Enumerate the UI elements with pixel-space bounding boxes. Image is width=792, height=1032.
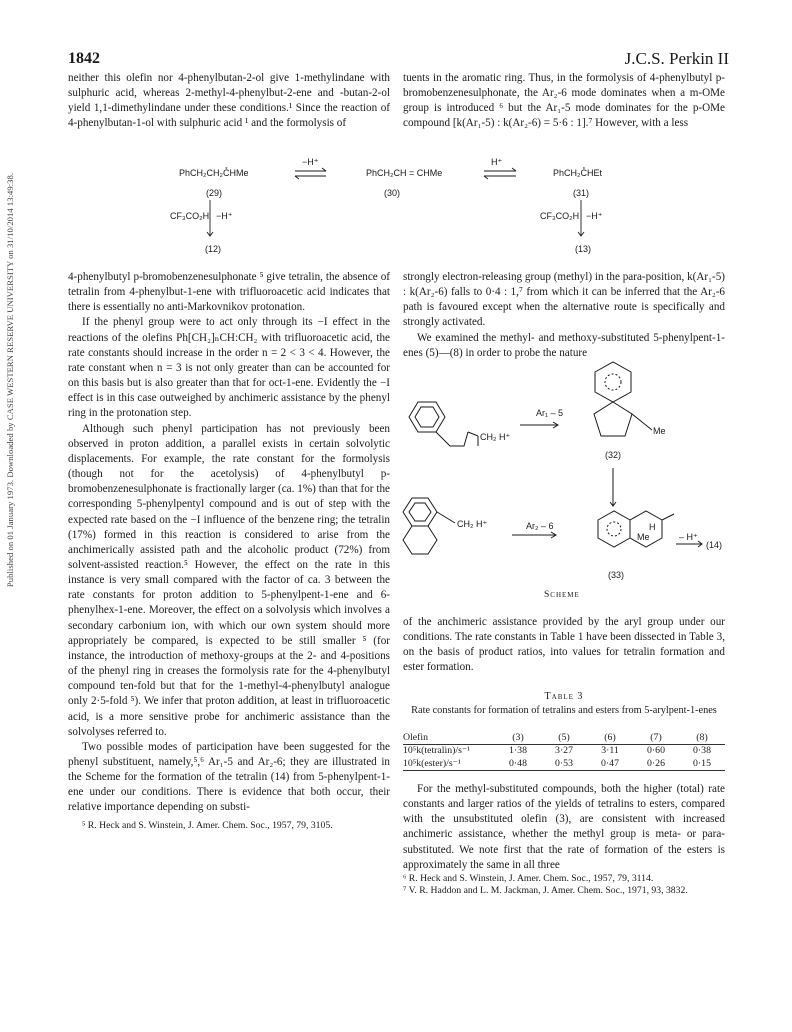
- page-number: 1842: [68, 50, 100, 67]
- label-12: (12): [205, 244, 222, 254]
- footnote-6: ⁶ R. Heck and S. Winstein, J. Amer. Chem. Soc., 1957, 79, 3114.: [403, 872, 654, 884]
- arrow-down-icon: [610, 468, 616, 506]
- label-30: (30): [384, 188, 401, 198]
- table-cell: 3·11: [601, 745, 619, 757]
- label-h-bottom: H: [649, 522, 656, 532]
- download-notice-text: Published on 01 January 1973. Downloaded by CASE WESTERN RESERVE UNIVERSITY on 31/10/2014 13:49:38.: [5, 172, 15, 588]
- paragraph: neither this olefin nor 4-phenylbutan-2-ol give 1-methylindane with sulphuric acid, whereas 2-methyl-4-phenylbut-2-ene and -butan-2-ol yield 1,1-dimethylindane under these conditions.¹ Since the reaction of 4-phenylbutan-1-ol with sulphuric acid ¹ and the formolysis of: [68, 72, 390, 130]
- right-column-middle: [403, 615, 725, 676]
- table-cell: 10⁵k(ester)/s⁻¹: [403, 757, 461, 769]
- table-cell: 0·26: [647, 757, 665, 769]
- paragraph: We examined the methyl- and methoxy-substituted 5-phenylpent-1-enes (5)—(8) in order to probe the nature: [403, 331, 725, 359]
- label-14: (14): [706, 540, 723, 550]
- label-me-bottom: Me: [637, 532, 650, 542]
- minus-h-left: −H⁺: [216, 211, 233, 221]
- table-cell: 0·47: [601, 757, 619, 769]
- compound-31: PhCH₂C̊HEt: [553, 168, 603, 178]
- compound-30: PhCH₂CH = CHMe: [366, 168, 443, 178]
- label-me-top: Me: [653, 426, 666, 436]
- table-caption: Rate constants for formation of tetralins and esters from 5-arylpent-1-enes: [411, 705, 717, 716]
- paragraph: For the methyl-substituted compounds, both the higher (total) rate constants and larger ratios of the yields of tetralins to esters, compared with the unsubstituted olefin (3), are consistent with increased anchimeric assistance, whether the methyl group is meta- or para-substituted. We note first that the rate of formation of the esters is approximately the same in all three: [403, 783, 725, 871]
- label-33: (33): [608, 570, 625, 580]
- benzene-ring-icon: [403, 498, 437, 526]
- reagent-left: CF₃CO₂H: [170, 211, 210, 221]
- paragraph: of the anchimeric assistance provided by the aryl group under our conditions. The rate constants in Table 1 have been dissected in Table 3, on the basis of product ratios, into values for tetralin formation and ester formation.: [403, 616, 725, 674]
- footnote-7: ⁷ V. R. Haddon and L. M. Jackman, J. Amer. Chem. Soc., 1971, 93, 3832.: [403, 885, 688, 897]
- benzene-ring-icon: [409, 402, 445, 432]
- arrow-label-h: H⁺: [491, 157, 503, 167]
- alkyl-chain-icon: [436, 432, 478, 446]
- arrow-ar1-5-icon: [520, 422, 558, 428]
- paragraph: If the phenyl group were to act only through its −I effect in the reactions of the olefins Ph[CH₂]ₙCH:CH₂ with trifluoroacetic acid, the rate constants should increase in the order n = 2 < 3 < 4. However, the rate constant when n = 3 is not only greater than can be accounted for on this basis but is also greater than that for oct-1-ene. Evidently the −I effect is in this case outweighed by anchimeric assistance by the phenyl ring in the protonation step.: [68, 316, 390, 420]
- table-row: [403, 757, 725, 770]
- label-ch2-h-bottom: CH₂ H⁺: [457, 519, 488, 529]
- table-cell: 1·38: [509, 745, 527, 757]
- table-header-cell: Olefin: [403, 731, 429, 743]
- cyclohexadienyl-cation-33-icon: [598, 511, 674, 547]
- paragraph: Although such phenyl participation has not previously been observed in proton addition, a parallel exists in certain solvolytic displacements. For example, the rate constant for the formolysis (though not for the acetolysis) of 4-phenylbutyl p-bromobenzenesulphonate is fractionally larger (ca. 1%) than that for the corresponding 5-phenylpentyl compound and is out of step with the expected rate based on the −I influence of the benzene ring; the tetralin (17%) formed in this reaction is considered to arise from the anchimerically assisted path and the alcoholic product (72%) from solvent-assisted reaction.⁵ However, the effect on the rate in this instance is very small compared with the factor of ca. 3 between the rate constants for proton addition to 5-phenylpent-1-ene and 6-phenylhex-1-ene. Moreover, the effect on a solvolysis which involves a secondary carbonium ion, with which our own system should more appropriately be compared, is expected to be still smaller ⁵ (for instance, the introduction of methoxy-groups at the 2- and 4-positions of the phenyl ring in creases the formolysis rate for the 4-phenylbutyl compound ten-fold but that for the 1-methyl-4-phenylbutyl analogue only 2·5-fold ⁵). We infer that proton addition, at least in trifluoroacetic acid, is a more sensitive probe for anchimeric assistance than the solvolyses referred to.: [68, 422, 390, 738]
- table-cell: 0·60: [647, 745, 665, 757]
- minus-h-right: −H⁺: [586, 211, 603, 221]
- paragraph: 4-phenylbutyl p-bromobenzenesulphonate ⁵ give tetralin, the absence of tetralin from 4-phenylbut-1-ene with trifluoroacetic acid indicates that there is essentially no anti-Markovnikov protonation.: [68, 271, 390, 314]
- journal-title: J.C.S. Perkin II: [624, 49, 729, 68]
- paragraph: strongly electron-releasing group (methyl) in the para-position, k(Ar₁-5) : k(Ar₂-6) falls to 0·4 : 1,⁷ from which it can be inferred that the Ar₂-6 path is favoured except when the alternative route is specifically and strongly activated.: [403, 271, 725, 329]
- label-ar1-5: Ar₁ – 5: [536, 408, 564, 418]
- label-minus-h: – H⁺: [679, 532, 698, 542]
- table-header-cell: (5): [558, 731, 570, 743]
- reagent-right: CF₃CO₂H: [540, 211, 580, 221]
- table-header-row: [403, 731, 725, 744]
- table-cell: 3·27: [555, 745, 573, 757]
- paragraph: Two possible modes of participation have been suggested for the phenyl substituent, namely,⁵,⁶ Ar₁-5 and Ar₂-6; they are illustrated in the Scheme for the formation of the tetralin (14) from 5-phenylpent-1-ene under our conditions. There is evidence that both occur, their relative importance depending on substi-: [68, 740, 390, 814]
- table-header-cell: (3): [512, 731, 524, 743]
- table-header-cell: (7): [650, 731, 662, 743]
- table-cell: 0·38: [693, 745, 711, 757]
- label-ch2-h-top: CH₂ H⁺: [480, 432, 511, 442]
- table-cell: 0·53: [555, 757, 573, 769]
- arrow-label-minus-h: −H⁺: [302, 157, 319, 167]
- label-ar2-6: Ar₂ – 6: [526, 521, 554, 531]
- compound-29: PhCH₂CH₂C̊HMe: [179, 168, 249, 178]
- right-column-end: [403, 782, 725, 898]
- label-29: (29): [206, 188, 223, 198]
- table-header-cell: (8): [696, 731, 708, 743]
- table-cell: 0·48: [509, 757, 527, 769]
- label-31: (31): [573, 188, 590, 198]
- table-cell: 10⁵k(tetralin)/s⁻¹: [403, 745, 471, 757]
- table-title: Table 3: [544, 691, 584, 702]
- footnote-5: ⁵ R. Heck and S. Winstein, J. Amer. Chem. Soc., 1957, 79, 3105.: [82, 819, 333, 831]
- scheme-caption: Scheme: [544, 590, 580, 600]
- alkyl-chain-icon: [403, 512, 455, 554]
- table-header-cell: (6): [604, 731, 616, 743]
- arrow-ar2-6-icon: [512, 532, 556, 538]
- spiro-cation-32-icon: [594, 362, 652, 436]
- label-13: (13): [575, 244, 592, 254]
- label-32: (32): [605, 450, 622, 460]
- rate-constant-table: [403, 731, 725, 771]
- table-cell: 0·15: [693, 757, 711, 769]
- paragraph: tuents in the aromatic ring. Thus, in the formolysis of 4-phenylbutyl p-bromobenzenesulphonate, the Ar₂-6 mode dominates when a m-OMe group is introduced ⁶ but the Ar₁-5 mode dominates for the p-OMe compound [k(Ar₁-5) : k(Ar₂-6) = 5·6 : 1].⁷ However, with a less: [403, 72, 725, 130]
- table-row: [403, 744, 725, 757]
